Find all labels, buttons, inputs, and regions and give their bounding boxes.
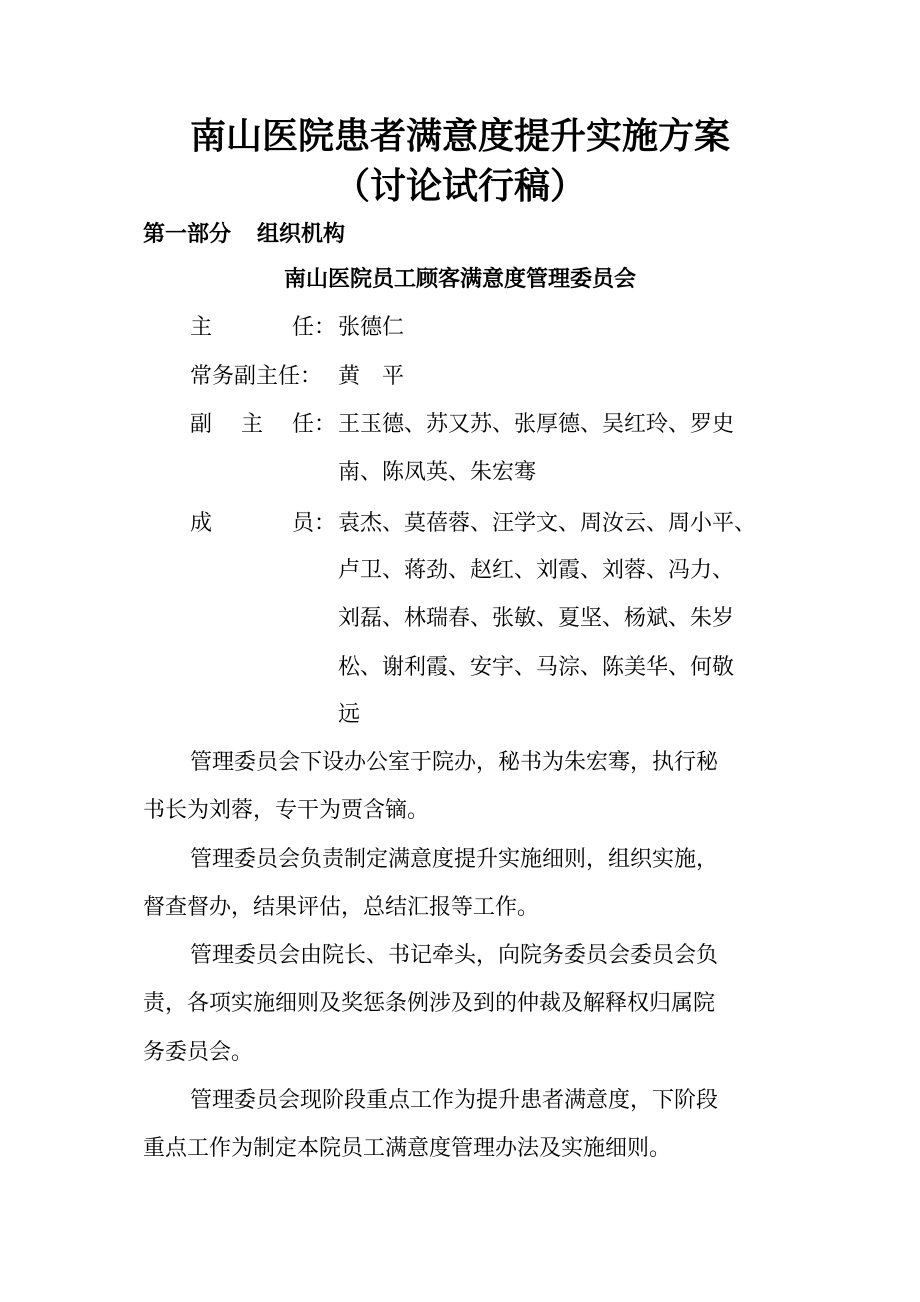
deputies-line: 王玉德、苏又苏、张厚德、吴红玲、罗史	[338, 412, 735, 437]
executive-deputy-value: 黄 平	[338, 364, 405, 389]
members-line: 远	[338, 702, 361, 727]
executive-deputy-label: 常务副主任：	[190, 364, 323, 389]
members-line: 松、谢利霞、安宇、马淙、陈美华、何敬	[338, 655, 735, 680]
section-part: 第一部分	[143, 221, 232, 247]
document-title: 南山医院患者满意度提升实施方案	[189, 115, 730, 157]
section-heading	[143, 218, 345, 250]
paragraph-line: 督查督办，结果评估，总结汇报等工作。	[143, 895, 540, 920]
deputies-line: 南、陈凤英、朱宏骞	[338, 460, 537, 485]
director-label: 主 任：	[190, 315, 336, 340]
paragraph-line: 管理委员会由院长、书记牵头，向院务委员会委员会负	[190, 943, 719, 968]
members-line: 刘磊、林瑞春、张敏、夏坚、杨斌、朱岁	[338, 606, 735, 631]
director-value: 张德仁	[338, 315, 405, 340]
paragraph-line: 管理委员会负责制定满意度提升实施细则，组织实施，	[190, 847, 719, 872]
members-line: 卢卫、蒋劲、赵红、刘霞、刘蓉、冯力、	[338, 558, 735, 583]
paragraph-line: 管理委员会现阶段重点工作为提升患者满意度，下阶段	[190, 1088, 719, 1113]
members-line: 袁杰、莫蓓蓉、汪学文、周汝云、周小平、	[338, 511, 757, 536]
paragraph-line: 务委员会。	[143, 1040, 254, 1065]
paragraph-line: 责，各项实施细则及奖惩条例涉及到的仲裁及解释权归属院	[143, 991, 716, 1016]
document-subtitle: （讨论试行稿）	[333, 165, 586, 207]
members-label: 成 员：	[190, 511, 336, 536]
deputies-label: 副 主 任：	[190, 412, 336, 437]
paragraph-line: 管理委员会下设办公室于院办，秘书为朱宏骞，执行秘	[190, 750, 719, 775]
paragraph-line: 重点工作为制定本院员工满意度管理办法及实施细则。	[143, 1136, 672, 1161]
committee-title: 南山医院员工顾客满意度管理委员会	[283, 266, 636, 292]
paragraph-line: 书长为刘蓉，专干为贾含镝。	[143, 798, 430, 823]
section-name: 组织机构	[257, 221, 346, 247]
